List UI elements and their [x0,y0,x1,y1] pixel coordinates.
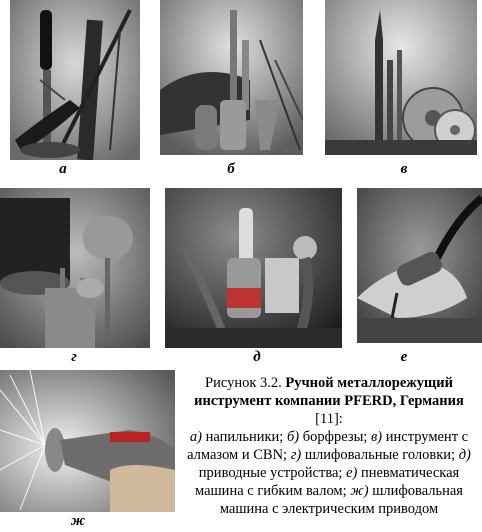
panel-label-e: е [400,349,408,365]
photo-grinding-heads [0,188,150,348]
caption-ref: [11]: [315,411,343,427]
figure-caption [180,374,478,518]
photo-drive-units [165,188,342,348]
caption-item-text: инструмент с алмазом и CBN; [187,429,469,463]
panel-label-zh: ж [70,513,86,529]
photo-electric-grinder [0,370,175,512]
panel-label-g: г [71,349,77,365]
caption-letter: а) [189,429,202,445]
panel-label-v: в [400,161,408,177]
caption-letter: д) [458,447,471,463]
caption-item-text: шлифовальные головки; [301,447,459,463]
caption-item-text: приводные устройства; [198,465,347,481]
panel-label-a: а [59,161,67,177]
photo-diamond-tools [325,0,477,155]
caption-letter: б) [286,429,300,445]
caption-letter: ж) [350,483,369,499]
caption-prefix: Рисунок 3.2. [205,375,286,391]
caption-letter: в) [370,429,383,445]
caption-items [187,429,471,517]
caption-item-text: шлифовальная машина с электрическим приводом [219,483,463,517]
photo-burs [160,0,303,155]
caption-item-text: напильники; [201,429,287,445]
photo-pneumatic-tool [357,188,482,343]
panel-label-d: д [253,349,261,365]
photo-files [10,0,140,160]
caption-letter: е) [346,465,358,481]
caption-title: Ручной металлорежущий инструмент компании PFERD, Германия [194,375,464,409]
caption-item-text: борфрезы; [299,429,371,445]
caption-item-text: пневматическая машина с гибким валом; [195,465,460,499]
caption-letter: г) [290,447,302,463]
panel-label-b: б [227,161,235,177]
